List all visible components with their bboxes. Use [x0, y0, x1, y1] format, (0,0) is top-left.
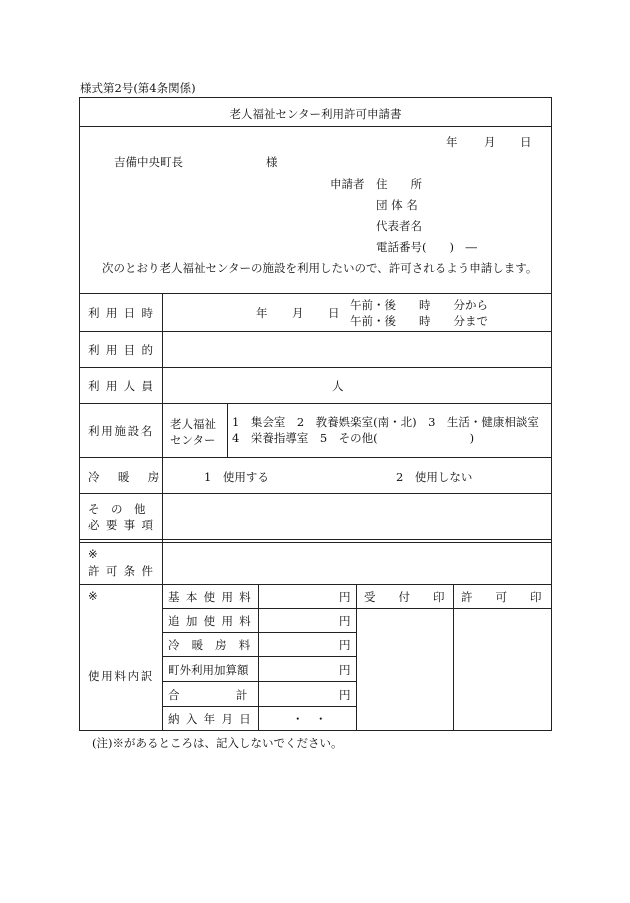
applicant-rep-label: 代表者名 [376, 219, 422, 233]
datetime-label: 利用日時 [88, 306, 160, 320]
facility-label: 利用施設名 [88, 424, 155, 438]
facility-name-line1: 老人福祉 [170, 417, 216, 431]
row-divider [80, 457, 551, 458]
row-divider [80, 403, 551, 404]
fee-total-unit: 円 [339, 688, 351, 702]
fees-row-divider [162, 656, 356, 657]
fees-row-divider [162, 608, 356, 609]
date-day: 日 [520, 135, 532, 149]
applicant-phone-label: 電話番号( ) ― [376, 240, 477, 254]
datetime-to: 午前・後 時 分まで [350, 314, 488, 328]
payment-date-label: 納入年月日 [168, 712, 258, 726]
fee-total-label: 合計 [168, 688, 304, 702]
approval-stamp-label: 許 可 印 [461, 590, 542, 604]
facility-name-line2: センター [170, 433, 216, 447]
row-divider [80, 539, 551, 540]
row-divider [80, 367, 551, 368]
aircon-label: 冷暖房 [88, 470, 178, 484]
fees-row-divider [162, 706, 356, 707]
row-divider [80, 331, 551, 332]
fee-extra-label: 追加使用料 [168, 614, 258, 628]
facility-options-line2: 4 栄養指導室 5 その他( ) [232, 431, 475, 445]
row-divider [80, 542, 551, 543]
received-stamp-label: 受 付 印 [364, 590, 445, 604]
fees-row-divider [162, 632, 356, 633]
date-year: 年 [446, 135, 458, 149]
applicant-group-label: 団 体 名 [376, 198, 418, 212]
facility-name-divider [227, 403, 228, 457]
applicant-label: 申請者 [330, 177, 365, 191]
datetime-month: 月 [292, 306, 304, 320]
fees-mark: ※ [88, 589, 98, 603]
purpose-label: 利用目的 [88, 343, 160, 357]
other-label-line1: そ の 他 [88, 502, 146, 516]
row-divider [80, 293, 551, 294]
datetime-day: 日 [328, 306, 340, 320]
date-month: 月 [484, 135, 496, 149]
application-form [79, 97, 552, 731]
aircon-option-nouse: 2 使用しない [396, 470, 473, 484]
fee-outside-unit: 円 [339, 663, 351, 677]
people-label: 利用人員 [88, 379, 160, 393]
label-column-divider [162, 293, 163, 730]
fee-aircon-label: 冷暖房料 [168, 638, 263, 652]
fees-received-divider [356, 584, 357, 730]
other-label-line2: 必要事項 [88, 518, 160, 532]
form-number: 様式第2号(第4条関係) [80, 81, 196, 95]
fees-amount-divider [258, 584, 259, 730]
fees-label: 使用料内訳 [88, 669, 155, 683]
row-divider [80, 493, 551, 494]
aircon-option-use: 1 使用する [204, 470, 269, 484]
footnote: (注)※があるところは、記入しないでください。 [92, 736, 343, 750]
fee-aircon-unit: 円 [339, 638, 351, 652]
payment-date-value: ・ ・ [292, 712, 327, 726]
conditions-mark: ※ [88, 547, 98, 561]
fee-basic-label: 基本使用料 [168, 590, 258, 604]
datetime-from: 午前・後 時 分から [350, 298, 488, 312]
fee-outside-label: 町外利用加算額 [168, 663, 249, 677]
row-divider [80, 584, 551, 585]
fee-extra-unit: 円 [339, 614, 351, 628]
fees-approval-divider [453, 584, 454, 730]
conditions-label: 許可条件 [88, 564, 160, 578]
intro-text: 次のとおり老人福祉センターの施設を利用したいので、許可されるよう申請します。 [102, 261, 538, 275]
form-title: 老人福祉センター利用許可申請書 [229, 107, 402, 121]
title-divider [80, 126, 551, 127]
applicant-address-label: 住 所 [376, 177, 422, 191]
addressee-name: 吉備中央町長 [114, 155, 183, 169]
fee-basic-unit: 円 [339, 590, 351, 604]
facility-options-line1: 1 集会室 2 教養娯楽室(南・北) 3 生活・健康相談室 [232, 415, 539, 429]
fees-row-divider [162, 681, 356, 682]
people-unit: 人 [332, 379, 344, 393]
addressee-honorific: 様 [266, 155, 278, 169]
stamp-header-divider [356, 608, 551, 609]
datetime-year: 年 [256, 306, 268, 320]
